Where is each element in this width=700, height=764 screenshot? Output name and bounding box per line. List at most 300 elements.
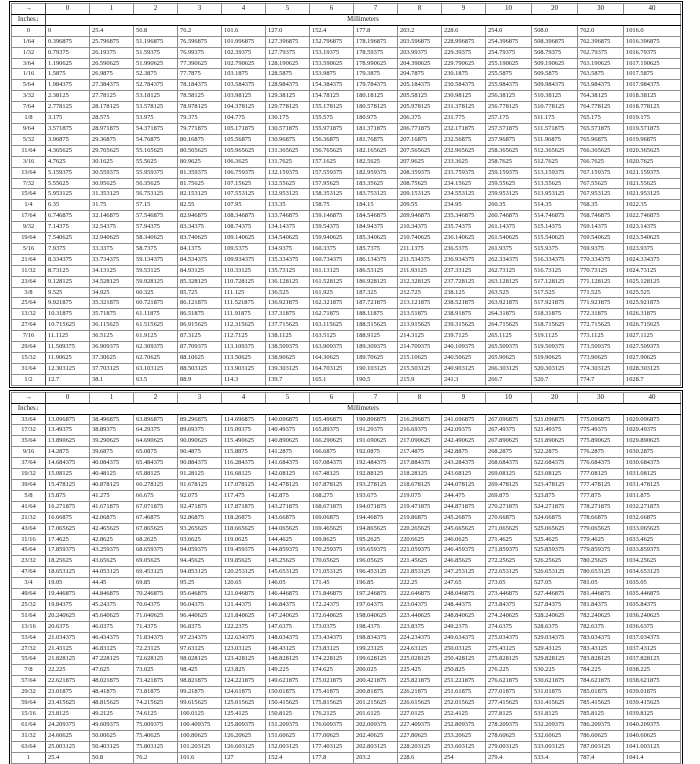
mm-value-cell: 143.271875 — [266, 501, 310, 512]
mm-value-cell: 75.803125 — [134, 741, 178, 752]
row-label-inches-fraction: 3/64 — [12, 58, 46, 69]
mm-value-cell: 18.653125 — [46, 567, 90, 578]
mm-value-cell: 265.1125 — [486, 331, 532, 342]
mm-value-cell: 118.665625 — [222, 523, 266, 534]
mm-value-cell: 528.240625 — [532, 610, 578, 621]
mm-value-cell: 244.078125 — [442, 479, 486, 490]
mm-value-cell: 1016.79375 — [624, 47, 681, 58]
mm-value-cell: 230.584375 — [442, 80, 486, 91]
mm-value-cell: 237.33125 — [442, 265, 486, 276]
mm-value-cell: 35.71875 — [90, 309, 134, 320]
mm-value-cell: 69.05625 — [134, 556, 178, 567]
mm-value-cell: 125.809375 — [222, 719, 266, 730]
mm-value-cell: 113.109375 — [222, 342, 266, 353]
mm-value-cell: 216.296875 — [398, 414, 442, 425]
mm-value-cell: 252.015625 — [442, 698, 486, 709]
mm-value-cell: 16.271875 — [46, 501, 90, 512]
inches-down-label: Inches↓ — [12, 403, 46, 414]
inch-column-header: 20 — [532, 4, 578, 15]
inch-column-header: 30 — [578, 4, 624, 15]
table-row — [12, 102, 681, 113]
mm-value-cell: 210.34375 — [398, 222, 442, 233]
mm-value-cell: 71.834375 — [134, 632, 178, 643]
mm-value-cell: 159.146875 — [310, 211, 354, 222]
row-label-inches-fraction: 19/64 — [12, 233, 46, 244]
mm-value-cell: 55.959375 — [134, 167, 178, 178]
mm-value-cell: 231.775 — [442, 113, 486, 124]
mm-value-cell: 1021.55625 — [624, 178, 681, 189]
mm-value-cell: 8.73125 — [46, 265, 90, 276]
mm-value-cell: 518.715625 — [532, 320, 578, 331]
mm-value-cell: 107.553125 — [222, 189, 266, 200]
row-label-inches-fraction: 3/32 — [12, 91, 46, 102]
mm-value-cell: 10.31875 — [46, 309, 90, 320]
mm-value-cell: 32.940625 — [90, 233, 134, 244]
mm-value-cell: 12.7 — [46, 374, 90, 385]
row-label-inches-fraction: 11/64 — [12, 145, 46, 156]
table-row — [12, 523, 681, 534]
mm-value-cell: 1029.890625 — [624, 436, 681, 447]
row-label-inches-fraction: 59/64 — [12, 698, 46, 709]
mm-value-cell: 181.76875 — [354, 134, 398, 145]
mm-value-cell: 50.00625 — [90, 730, 134, 741]
mm-value-cell: 509.5875 — [532, 69, 578, 80]
mm-value-cell: 50.403125 — [90, 741, 134, 752]
mm-value-cell: 99.21875 — [178, 687, 222, 698]
mm-value-cell: 519.509375 — [532, 342, 578, 353]
mm-value-cell: 182.959375 — [354, 167, 398, 178]
mm-value-cell: 94.45625 — [178, 556, 222, 567]
inch-column-header: 2 — [134, 392, 178, 403]
mm-value-cell: 762.79375 — [578, 47, 624, 58]
mm-value-cell: 4.365625 — [46, 145, 90, 156]
mm-value-cell: 91.28125 — [178, 469, 222, 480]
mm-value-cell: 1022.35 — [624, 200, 681, 211]
mm-value-cell: 219.86875 — [398, 512, 442, 523]
mm-value-cell: 238.91875 — [442, 309, 486, 320]
mm-value-cell: 257.175 — [486, 113, 532, 124]
mm-value-cell: 158.353125 — [310, 189, 354, 200]
mm-value-cell: 782.6375 — [578, 621, 624, 632]
mm-value-cell: 236.934375 — [442, 254, 486, 265]
mm-value-cell: 150.415625 — [266, 698, 310, 709]
mm-value-cell: 58.7375 — [134, 243, 178, 254]
mm-value-cell: 105.965625 — [222, 145, 266, 156]
mm-value-cell: 16.66875 — [46, 512, 90, 523]
mm-value-cell: 198.834375 — [354, 632, 398, 643]
mm-value-cell: 784.225 — [578, 665, 624, 676]
mm-value-cell: 131.7625 — [266, 156, 310, 167]
mm-value-cell: 234.15625 — [442, 178, 486, 189]
mm-value-cell: 220.6625 — [398, 534, 442, 545]
mm-value-cell: 141.684375 — [266, 458, 310, 469]
mm-value-cell: 139.7 — [266, 374, 310, 385]
mm-value-cell: 1020.7625 — [624, 156, 681, 167]
mm-value-cell: 103.1875 — [222, 69, 266, 80]
table-row — [12, 254, 681, 265]
table-row — [12, 200, 681, 211]
row-label-inches-fraction: 21/64 — [12, 254, 46, 265]
table-row — [12, 374, 681, 385]
mm-value-cell: 1041.4 — [624, 752, 681, 763]
mm-value-cell: 9.525 — [46, 287, 90, 298]
mm-value-cell: 174.625 — [310, 665, 354, 676]
mm-value-cell: 151.60625 — [266, 730, 310, 741]
mm-value-cell: 74.215625 — [134, 698, 178, 709]
table-row — [12, 676, 681, 687]
mm-value-cell: 144.065625 — [266, 523, 310, 534]
mm-value-cell: 253.20625 — [442, 730, 486, 741]
mm-value-cell: 202.40625 — [354, 730, 398, 741]
mm-value-cell: 84.534375 — [178, 254, 222, 265]
table-row — [12, 741, 681, 752]
mm-value-cell: 262.334375 — [486, 254, 532, 265]
mm-value-cell: 77.7875 — [178, 69, 222, 80]
row-label-inches-fraction: 7/16 — [12, 331, 46, 342]
mm-value-cell: 1027.509375 — [624, 342, 681, 353]
mm-value-cell: 508.396875 — [532, 36, 578, 47]
inch-column-header: 6 — [310, 392, 354, 403]
mm-value-cell: 11.1125 — [46, 331, 90, 342]
mm-value-cell: 531.01875 — [532, 687, 578, 698]
mm-value-cell: 33.3375 — [90, 243, 134, 254]
mm-value-cell: 1037.828125 — [624, 654, 681, 665]
mm-value-cell: 1021.953125 — [624, 189, 681, 200]
mm-value-cell: 242.8875 — [442, 447, 486, 458]
mm-value-cell: 110.728125 — [222, 276, 266, 287]
mm-value-cell: 236.5375 — [442, 243, 486, 254]
mm-value-cell: 524.66875 — [532, 512, 578, 523]
mm-value-cell: 522.2875 — [532, 447, 578, 458]
mm-value-cell: 161.528125 — [310, 276, 354, 287]
mm-value-cell: 530.225 — [532, 665, 578, 676]
table-row — [12, 436, 681, 447]
mm-value-cell: 13.49375 — [46, 425, 90, 436]
mm-value-cell: 226.615625 — [398, 698, 442, 709]
mm-value-cell: 249.2375 — [442, 621, 486, 632]
mm-value-cell: 112.315625 — [222, 320, 266, 331]
mm-value-cell: 1035.446875 — [624, 589, 681, 600]
mm-value-cell: 36.5125 — [90, 331, 134, 342]
mm-value-cell: 161.925 — [310, 287, 354, 298]
mm-value-cell: 17.065625 — [46, 523, 90, 534]
table-row — [12, 156, 681, 167]
mm-value-cell: 517.525 — [532, 287, 578, 298]
mm-value-cell: 240.50625 — [442, 353, 486, 364]
mm-value-cell: 208.75625 — [398, 178, 442, 189]
mm-value-cell: 226.21875 — [398, 687, 442, 698]
unit-header-row — [12, 403, 681, 414]
mm-value-cell: 127.79375 — [266, 47, 310, 58]
mm-value-cell: 184.15 — [354, 200, 398, 211]
mm-value-cell: 19.05 — [46, 578, 90, 589]
mm-value-cell: 81.75625 — [178, 178, 222, 189]
mm-value-cell: 175.41875 — [310, 687, 354, 698]
mm-value-cell: 91.678125 — [178, 479, 222, 490]
mm-value-cell: 1030.2875 — [624, 447, 681, 458]
mm-value-cell: 525.065625 — [532, 523, 578, 534]
mm-value-cell: 49.609375 — [90, 719, 134, 730]
mm-value-cell: 157.559375 — [310, 167, 354, 178]
mm-value-cell: 781.05 — [578, 578, 624, 589]
mm-value-cell: 513.953125 — [532, 189, 578, 200]
mm-value-cell: 96.04375 — [178, 599, 222, 610]
mm-value-cell: 27.384375 — [90, 80, 134, 91]
mm-value-cell: 523.875 — [532, 490, 578, 501]
mm-value-cell: 25.4 — [90, 25, 134, 36]
mm-value-cell: 52.3875 — [134, 69, 178, 80]
mm-value-cell: 1016.0 — [624, 25, 681, 36]
mm-value-cell: 218.678125 — [398, 479, 442, 490]
mm-value-cell: 772.715625 — [578, 320, 624, 331]
mm-value-cell: 775.890625 — [578, 436, 624, 447]
mm-value-cell: 1037.034375 — [624, 632, 681, 643]
mm-value-cell: 44.45 — [90, 578, 134, 589]
mm-value-cell: 203.2 — [398, 25, 442, 36]
mm-value-cell: 252.4125 — [442, 709, 486, 720]
mm-value-cell: 512.7625 — [532, 156, 578, 167]
mm-value-cell: 214.3125 — [398, 331, 442, 342]
mm-value-cell: 209.946875 — [398, 211, 442, 222]
mm-value-cell: 779.859375 — [578, 545, 624, 556]
mm-value-cell: 150.8125 — [266, 709, 310, 720]
mm-value-cell: 78.58125 — [178, 91, 222, 102]
mm-value-cell: 25.796875 — [90, 36, 134, 47]
mm-value-cell: 186.134375 — [354, 254, 398, 265]
mm-value-cell: 200.025 — [354, 665, 398, 676]
mm-value-cell: 526.25625 — [532, 556, 578, 567]
mm-value-cell: 218.28125 — [398, 469, 442, 480]
mm-value-cell: 71.4375 — [134, 621, 178, 632]
mm-value-cell: 190.103125 — [354, 363, 398, 374]
mm-value-cell: 117.871875 — [222, 501, 266, 512]
mm-value-cell: 180.18125 — [354, 91, 398, 102]
mm-value-cell: 122.634375 — [222, 632, 266, 643]
mm-value-cell: 1025.525 — [624, 287, 681, 298]
table-row — [12, 363, 681, 374]
mm-value-cell: 69.85 — [134, 578, 178, 589]
mm-value-cell: 138.509375 — [266, 342, 310, 353]
inch-column-header: 40 — [624, 4, 681, 15]
row-label-inches-fraction: 13/16 — [12, 621, 46, 632]
mm-value-cell: 115.8875 — [222, 447, 266, 458]
mm-value-cell: 244.871875 — [442, 501, 486, 512]
mm-value-cell: 220.265625 — [398, 523, 442, 534]
mm-value-cell: 519.90625 — [532, 353, 578, 364]
mm-value-cell: 70.246875 — [134, 589, 178, 600]
table-row — [12, 243, 681, 254]
mm-value-cell: 188.9125 — [354, 331, 398, 342]
mm-value-cell: 147.240625 — [266, 610, 310, 621]
mm-value-cell: 77.390625 — [178, 58, 222, 69]
mm-value-cell: 23.01875 — [46, 687, 90, 698]
mm-value-cell: 211.1375 — [398, 243, 442, 254]
mm-value-cell: 68.2625 — [134, 534, 178, 545]
row-label-inches-fraction: 37/64 — [12, 458, 46, 469]
mm-value-cell: 80.9625 — [178, 156, 222, 167]
mm-value-cell: 513.159375 — [532, 167, 578, 178]
mm-value-cell: 102.39375 — [222, 47, 266, 58]
mm-value-cell: 786.209375 — [578, 719, 624, 730]
mm-value-cell: 61.11875 — [134, 309, 178, 320]
mm-value-cell: 531.8125 — [532, 709, 578, 720]
mm-value-cell: 275.034375 — [486, 632, 532, 643]
mm-value-cell: 261.9375 — [486, 243, 532, 254]
table-row — [12, 145, 681, 156]
mm-value-cell: 276.621875 — [486, 676, 532, 687]
mm-value-cell: 525.859375 — [532, 545, 578, 556]
mm-value-cell: 217.4875 — [398, 447, 442, 458]
mm-value-cell: 227.80625 — [398, 730, 442, 741]
mm-value-cell: 532.60625 — [532, 730, 578, 741]
mm-value-cell: 75.009375 — [134, 719, 178, 730]
mm-value-cell: 59.928125 — [134, 276, 178, 287]
mm-value-cell: 87.3125 — [178, 331, 222, 342]
mm-value-cell: 222.646875 — [398, 589, 442, 600]
mm-value-cell: 100.80625 — [178, 730, 222, 741]
mm-value-cell: 2.778125 — [46, 102, 90, 113]
mm-value-cell: 255.984375 — [486, 80, 532, 91]
mm-value-cell: 1022.746875 — [624, 211, 681, 222]
mm-value-cell: 217.090625 — [398, 436, 442, 447]
mm-value-cell: 1035.84375 — [624, 599, 681, 610]
mm-value-cell: 7.14375 — [46, 222, 90, 233]
row-label-inches-fraction: 29/32 — [12, 687, 46, 698]
mm-value-cell: 162.71875 — [310, 309, 354, 320]
mm-value-cell: 232.171875 — [442, 123, 486, 134]
mm-value-cell: 90.884375 — [178, 458, 222, 469]
mm-value-cell: 128.5875 — [266, 69, 310, 80]
mm-value-cell: 1019.96875 — [624, 134, 681, 145]
mm-value-cell: 214.709375 — [398, 342, 442, 353]
mm-value-cell: 48.021875 — [90, 676, 134, 687]
mm-value-cell: 225.821875 — [398, 676, 442, 687]
mm-value-cell: 167.878125 — [310, 479, 354, 490]
mm-value-cell: 221.059375 — [398, 545, 442, 556]
unit-header-row — [12, 14, 681, 25]
table-row — [12, 342, 681, 353]
table-row — [12, 69, 681, 80]
mm-value-cell: 164.703125 — [310, 363, 354, 374]
mm-value-cell: 170.259375 — [310, 545, 354, 556]
mm-value-cell: 149.621875 — [266, 676, 310, 687]
mm-value-cell: 113.903125 — [222, 363, 266, 374]
mm-value-cell: 1027.90625 — [624, 353, 681, 364]
mm-value-cell: 785.415625 — [578, 698, 624, 709]
mm-value-cell: 5.953125 — [46, 189, 90, 200]
lower-table-body — [12, 414, 681, 763]
mm-value-cell: 40.878125 — [90, 479, 134, 490]
mm-value-cell: 203.596875 — [398, 36, 442, 47]
mm-value-cell: 120.253125 — [222, 567, 266, 578]
mm-value-cell: 115.09375 — [222, 425, 266, 436]
mm-value-cell: 216.69375 — [398, 425, 442, 436]
mm-value-cell: 52.784375 — [134, 80, 178, 91]
mm-value-cell: 776.684375 — [578, 458, 624, 469]
mm-value-cell: 128.984375 — [266, 80, 310, 91]
mm-value-cell: 124.61875 — [222, 687, 266, 698]
mm-value-cell: 46.83125 — [90, 643, 134, 654]
mm-value-cell: 521.49375 — [532, 425, 578, 436]
mm-value-cell: 83.740625 — [178, 233, 222, 244]
mm-value-cell: 165.496875 — [310, 414, 354, 425]
mm-value-cell: 245.665625 — [442, 523, 486, 534]
mm-value-cell: 1029.49375 — [624, 425, 681, 436]
table-row — [12, 80, 681, 91]
mm-value-cell: 191.29375 — [354, 425, 398, 436]
mm-value-cell: 63.103125 — [134, 363, 178, 374]
row-label-inches-fraction: 3/4 — [12, 578, 46, 589]
mm-value-cell: 38.496875 — [90, 414, 134, 425]
mm-value-cell: 130.175 — [266, 113, 310, 124]
mm-value-cell: 88.503125 — [178, 363, 222, 374]
mm-value-cell: 130.96875 — [266, 134, 310, 145]
mm-value-cell: 152.4 — [310, 25, 354, 36]
mm-value-cell: 28.575 — [90, 113, 134, 124]
mm-value-cell: 256.38125 — [486, 91, 532, 102]
table-row — [12, 47, 681, 58]
mm-value-cell: 98.028125 — [178, 654, 222, 665]
mm-value-cell: 762.0 — [578, 25, 624, 36]
mm-value-cell: 1.984375 — [46, 80, 90, 91]
mm-value-cell: 270.66875 — [486, 512, 532, 523]
mm-value-cell: 114.696875 — [222, 414, 266, 425]
mm-value-cell: 155.178125 — [310, 102, 354, 113]
mm-value-cell: 786.60625 — [578, 730, 624, 741]
mm-value-cell: 1.5875 — [46, 69, 90, 80]
mm-value-cell: 523.478125 — [532, 479, 578, 490]
mm-value-cell: 201.215625 — [354, 698, 398, 709]
mm-value-cell: 65.0875 — [134, 447, 178, 458]
mm-value-cell: 53.975 — [134, 113, 178, 124]
mm-value-cell: 787.003125 — [578, 741, 624, 752]
mm-value-cell: 767.159375 — [578, 167, 624, 178]
table-row — [12, 25, 681, 36]
mm-value-cell: 41.275 — [90, 490, 134, 501]
mm-value-cell: 25.003125 — [46, 741, 90, 752]
table-row — [12, 113, 681, 124]
mm-value-cell: 125.4125 — [222, 709, 266, 720]
mm-value-cell: 770.334375 — [578, 254, 624, 265]
mm-value-cell: 196.453125 — [354, 567, 398, 578]
mm-value-cell: 117.078125 — [222, 479, 266, 490]
mm-value-cell: 520.303125 — [532, 363, 578, 374]
mm-value-cell: 279.003125 — [486, 741, 532, 752]
mm-value-cell: 89.296875 — [178, 414, 222, 425]
table-row — [12, 36, 681, 47]
mm-value-cell: 275.828125 — [486, 654, 532, 665]
mm-value-cell: 508.0 — [532, 25, 578, 36]
mm-value-cell: 158.75 — [310, 200, 354, 211]
mm-value-cell: 187.325 — [354, 287, 398, 298]
mm-value-cell: 221.853125 — [398, 567, 442, 578]
row-label-inches-fraction: 7/8 — [12, 665, 46, 676]
mm-value-cell: 101.996875 — [222, 36, 266, 47]
mm-value-cell: 249.634375 — [442, 632, 486, 643]
mm-value-cell: 767.55625 — [578, 178, 624, 189]
mm-value-cell: 269.875 — [486, 490, 532, 501]
mm-value-cell: 1019.175 — [624, 113, 681, 124]
mm-value-cell: 227.409375 — [398, 719, 442, 730]
mm-value-cell: 117.475 — [222, 490, 266, 501]
mm-value-cell: 22.225 — [46, 665, 90, 676]
mm-value-cell: 516.73125 — [532, 265, 578, 276]
mm-value-cell: 144.4625 — [266, 534, 310, 545]
mm-value-cell: 22.621875 — [46, 676, 90, 687]
mm-value-cell: 146.446875 — [266, 589, 310, 600]
mm-value-cell: 107.95 — [222, 200, 266, 211]
mm-value-cell: 7.540625 — [46, 233, 90, 244]
